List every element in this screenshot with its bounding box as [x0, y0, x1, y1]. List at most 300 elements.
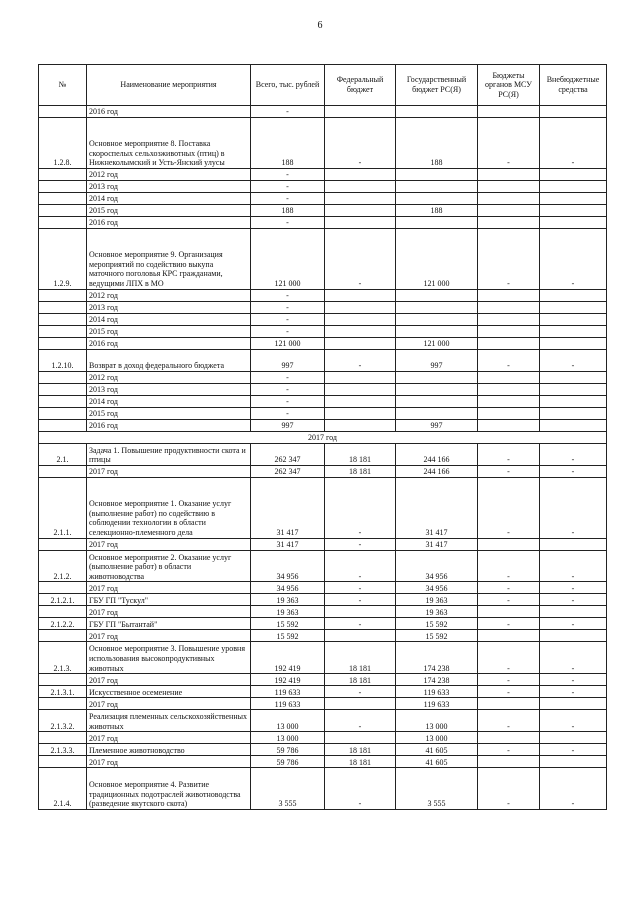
row-federal: [325, 169, 396, 181]
row-state: 244 166: [396, 465, 478, 477]
row-number: 2.1.3.: [39, 642, 87, 674]
row-state: [396, 217, 478, 229]
header-num: №: [39, 65, 87, 106]
header-name: Наименование мероприятия: [87, 65, 251, 106]
row-extra: [540, 383, 607, 395]
row-federal: [325, 337, 396, 349]
row-name: 2016 год: [87, 337, 251, 349]
row-msu: [478, 407, 540, 419]
row-name: Основное мероприятие 3. Повышение уровня использования высокопродуктивных животных: [87, 642, 251, 674]
row-state: 34 956: [396, 582, 478, 594]
row-state: 41 605: [396, 756, 478, 768]
row-total: -: [251, 395, 325, 407]
year-row: [39, 301, 607, 313]
row-extra: [540, 106, 607, 118]
row-number: 2.1.: [39, 443, 87, 465]
row-msu: [478, 289, 540, 301]
row-federal: -: [325, 118, 396, 169]
year-row: [39, 407, 607, 419]
row-name: ГБУ ГП "Бытантай": [87, 618, 251, 630]
row-total: 192 419: [251, 674, 325, 686]
row-extra: [540, 325, 607, 337]
row-name: Основное мероприятие 4. Развитие традиционных подотраслей животноводства (разведение якутского скота): [87, 768, 251, 809]
row-state: 15 592: [396, 618, 478, 630]
row-extra: [540, 732, 607, 744]
year-row: [39, 313, 607, 325]
year-row: [39, 169, 607, 181]
row-msu: [478, 325, 540, 337]
header-state: Государственный бюджет РС(Я): [396, 65, 478, 106]
row-msu: [478, 698, 540, 710]
row-number: 1.2.10.: [39, 349, 87, 371]
row-msu: [478, 395, 540, 407]
row-number: [39, 538, 87, 550]
row-state: 174 238: [396, 642, 478, 674]
row-total: 13 000: [251, 732, 325, 744]
table-row: [39, 550, 607, 582]
row-number: [39, 313, 87, 325]
row-total: 31 417: [251, 477, 325, 538]
row-total: 19 363: [251, 594, 325, 606]
row-number: [39, 630, 87, 642]
row-name: 2016 год: [87, 106, 251, 118]
row-msu: -: [478, 618, 540, 630]
row-extra: [540, 301, 607, 313]
row-msu: [478, 301, 540, 313]
row-state: [396, 301, 478, 313]
row-federal: [325, 181, 396, 193]
row-state: [396, 106, 478, 118]
row-federal: -: [325, 594, 396, 606]
year-heading: 2017 год: [39, 431, 607, 443]
row-extra: [540, 313, 607, 325]
row-total: 59 786: [251, 744, 325, 756]
header-extra: Внебюджетные средства: [540, 65, 607, 106]
row-total: -: [251, 217, 325, 229]
row-extra: -: [540, 349, 607, 371]
row-extra: -: [540, 642, 607, 674]
row-extra: [540, 193, 607, 205]
row-extra: [540, 407, 607, 419]
year-row: [39, 419, 607, 431]
row-state: 31 417: [396, 477, 478, 538]
row-msu: -: [478, 686, 540, 698]
row-name: 2012 год: [87, 371, 251, 383]
row-state: 119 633: [396, 698, 478, 710]
row-federal: 18 181: [325, 674, 396, 686]
row-federal: -: [325, 538, 396, 550]
row-name: 2017 год: [87, 698, 251, 710]
row-extra: -: [540, 686, 607, 698]
row-number: [39, 407, 87, 419]
row-name: ГБУ ГП "Тускул": [87, 594, 251, 606]
row-name: Основное мероприятие 1. Оказание услуг (выполнение работ) по содействию в соблюдении технологии в области селекционно-племенного дела: [87, 477, 251, 538]
row-extra: -: [540, 618, 607, 630]
row-extra: [540, 217, 607, 229]
row-total: 121 000: [251, 229, 325, 290]
row-total: -: [251, 169, 325, 181]
row-total: 3 555: [251, 768, 325, 809]
row-total: -: [251, 181, 325, 193]
row-total: 19 363: [251, 606, 325, 618]
row-extra: [540, 606, 607, 618]
row-msu: [478, 106, 540, 118]
table-row: [39, 710, 607, 732]
row-federal: [325, 395, 396, 407]
row-extra: -: [540, 582, 607, 594]
row-name: 2015 год: [87, 325, 251, 337]
year-row: [39, 337, 607, 349]
row-name: Основное мероприятие 9. Организация мероприятий по содействию выкупа маточного поголовья КРС гражданами, ведущими ЛПХ в МО: [87, 229, 251, 290]
header-msu: Бюджеты органов МСУ РС(Я): [478, 65, 540, 106]
row-total: 188: [251, 205, 325, 217]
row-msu: -: [478, 710, 540, 732]
row-msu: -: [478, 768, 540, 809]
row-number: [39, 205, 87, 217]
row-state: 997: [396, 419, 478, 431]
row-federal: [325, 193, 396, 205]
row-number: [39, 371, 87, 383]
row-extra: [540, 395, 607, 407]
row-state: 19 363: [396, 594, 478, 606]
row-federal: [325, 301, 396, 313]
row-msu: -: [478, 744, 540, 756]
row-msu: -: [478, 642, 540, 674]
row-federal: 18 181: [325, 642, 396, 674]
row-number: [39, 106, 87, 118]
table-row: [39, 594, 607, 606]
year-row: [39, 289, 607, 301]
row-federal: -: [325, 582, 396, 594]
row-federal: -: [325, 686, 396, 698]
row-state: 19 363: [396, 606, 478, 618]
row-name: 2016 год: [87, 419, 251, 431]
row-name: 2012 год: [87, 289, 251, 301]
row-extra: -: [540, 477, 607, 538]
header-total: Всего, тыс. рублей: [251, 65, 325, 106]
row-state: 188: [396, 205, 478, 217]
row-federal: [325, 698, 396, 710]
row-state: [396, 383, 478, 395]
row-number: [39, 395, 87, 407]
row-name: 2014 год: [87, 395, 251, 407]
row-extra: -: [540, 768, 607, 809]
row-msu: [478, 217, 540, 229]
row-federal: -: [325, 550, 396, 582]
year-row: [39, 106, 607, 118]
row-name: Основное мероприятие 2. Оказание услуг (выполнение работ) в области животноводства: [87, 550, 251, 582]
year-row: [39, 383, 607, 395]
row-name: 2017 год: [87, 630, 251, 642]
row-total: -: [251, 301, 325, 313]
row-federal: [325, 325, 396, 337]
header-federal: Федеральный бюджет: [325, 65, 396, 106]
row-federal: [325, 371, 396, 383]
row-number: 2.1.2.1.: [39, 594, 87, 606]
row-total: 121 000: [251, 337, 325, 349]
row-extra: [540, 698, 607, 710]
year-row: [39, 630, 607, 642]
row-number: [39, 169, 87, 181]
row-number: [39, 217, 87, 229]
row-total: 13 000: [251, 710, 325, 732]
page-number: 6: [317, 20, 323, 31]
row-msu: [478, 181, 540, 193]
row-total: -: [251, 313, 325, 325]
row-name: 2017 год: [87, 465, 251, 477]
row-number: 2.1.2.2.: [39, 618, 87, 630]
table-row: [39, 349, 607, 371]
row-federal: 18 181: [325, 756, 396, 768]
row-extra: [540, 756, 607, 768]
row-name: Основное мероприятие 8. Поставка скороспелых сельхозживотных (птиц) в Нижнеколымский и Усть-Янский улусы: [87, 118, 251, 169]
budget-table: [38, 64, 607, 810]
row-msu: [478, 313, 540, 325]
table-body: [39, 106, 607, 810]
row-federal: [325, 217, 396, 229]
row-number: 1.2.8.: [39, 118, 87, 169]
row-name: Задача 1. Повышение продуктивности скота и птицы: [87, 443, 251, 465]
row-msu: [478, 756, 540, 768]
row-total: 262 347: [251, 465, 325, 477]
row-name: 2017 год: [87, 582, 251, 594]
row-federal: [325, 313, 396, 325]
row-number: 2.1.4.: [39, 768, 87, 809]
row-name: 2014 год: [87, 313, 251, 325]
row-name: 2017 год: [87, 732, 251, 744]
row-msu: -: [478, 465, 540, 477]
row-msu: [478, 630, 540, 642]
year-row: [39, 465, 607, 477]
table-row: [39, 686, 607, 698]
row-extra: [540, 169, 607, 181]
row-msu: -: [478, 582, 540, 594]
row-msu: [478, 337, 540, 349]
row-total: -: [251, 193, 325, 205]
row-extra: [540, 205, 607, 217]
row-number: [39, 756, 87, 768]
row-number: 2.1.3.1.: [39, 686, 87, 698]
row-number: 2.1.2.: [39, 550, 87, 582]
row-number: [39, 419, 87, 431]
row-state: 34 956: [396, 550, 478, 582]
table-header-row: [39, 65, 607, 106]
row-federal: [325, 383, 396, 395]
row-msu: [478, 538, 540, 550]
row-federal: -: [325, 349, 396, 371]
row-number: [39, 383, 87, 395]
row-total: 15 592: [251, 630, 325, 642]
year-heading-row: [39, 431, 607, 443]
row-federal: -: [325, 768, 396, 809]
row-name: 2012 год: [87, 169, 251, 181]
table-row: [39, 443, 607, 465]
row-msu: [478, 732, 540, 744]
row-name: Племенное животноводство: [87, 744, 251, 756]
row-number: [39, 181, 87, 193]
row-extra: -: [540, 229, 607, 290]
row-msu: -: [478, 674, 540, 686]
row-msu: -: [478, 443, 540, 465]
row-extra: -: [540, 465, 607, 477]
row-total: 34 956: [251, 550, 325, 582]
row-state: 15 592: [396, 630, 478, 642]
year-row: [39, 217, 607, 229]
row-extra: [540, 337, 607, 349]
row-total: -: [251, 371, 325, 383]
row-msu: -: [478, 550, 540, 582]
row-state: 3 555: [396, 768, 478, 809]
row-federal: -: [325, 477, 396, 538]
row-extra: -: [540, 744, 607, 756]
year-row: [39, 193, 607, 205]
row-name: 2017 год: [87, 674, 251, 686]
year-row: [39, 756, 607, 768]
row-total: 262 347: [251, 443, 325, 465]
row-total: 997: [251, 349, 325, 371]
row-name: 2013 год: [87, 181, 251, 193]
row-name: 2014 год: [87, 193, 251, 205]
row-federal: -: [325, 618, 396, 630]
row-state: 31 417: [396, 538, 478, 550]
table-row: [39, 118, 607, 169]
row-state: [396, 181, 478, 193]
row-extra: [540, 289, 607, 301]
row-msu: -: [478, 594, 540, 606]
row-federal: [325, 205, 396, 217]
row-federal: -: [325, 710, 396, 732]
row-name: 2013 год: [87, 301, 251, 313]
row-state: 997: [396, 349, 478, 371]
row-number: 2.1.3.3.: [39, 744, 87, 756]
row-name: 2017 год: [87, 606, 251, 618]
row-number: 1.2.9.: [39, 229, 87, 290]
row-total: -: [251, 407, 325, 419]
row-total: -: [251, 106, 325, 118]
table-row: [39, 768, 607, 809]
row-extra: -: [540, 550, 607, 582]
row-total: 31 417: [251, 538, 325, 550]
year-row: [39, 395, 607, 407]
year-row: [39, 205, 607, 217]
row-name: 2016 год: [87, 217, 251, 229]
row-number: [39, 606, 87, 618]
row-number: 2.1.1.: [39, 477, 87, 538]
row-total: 34 956: [251, 582, 325, 594]
row-state: 121 000: [396, 229, 478, 290]
row-federal: 18 181: [325, 443, 396, 465]
row-number: [39, 289, 87, 301]
row-extra: [540, 181, 607, 193]
year-row: [39, 538, 607, 550]
row-number: [39, 337, 87, 349]
row-total: -: [251, 289, 325, 301]
row-state: [396, 371, 478, 383]
row-total: -: [251, 325, 325, 337]
row-msu: [478, 193, 540, 205]
row-state: 121 000: [396, 337, 478, 349]
row-extra: -: [540, 443, 607, 465]
row-state: [396, 313, 478, 325]
row-msu: [478, 169, 540, 181]
row-total: 192 419: [251, 642, 325, 674]
row-total: 997: [251, 419, 325, 431]
row-state: 41 605: [396, 744, 478, 756]
row-total: 119 633: [251, 686, 325, 698]
row-number: [39, 698, 87, 710]
row-extra: -: [540, 118, 607, 169]
row-state: 13 000: [396, 732, 478, 744]
row-state: 244 166: [396, 443, 478, 465]
row-name: Реализация племенных сельскохозяйственных животных: [87, 710, 251, 732]
row-msu: [478, 371, 540, 383]
year-row: [39, 698, 607, 710]
row-extra: [540, 538, 607, 550]
row-federal: [325, 419, 396, 431]
row-msu: [478, 205, 540, 217]
row-federal: [325, 732, 396, 744]
row-extra: [540, 630, 607, 642]
row-federal: 18 181: [325, 465, 396, 477]
year-row: [39, 606, 607, 618]
row-state: [396, 193, 478, 205]
row-name: 2017 год: [87, 756, 251, 768]
table-row: [39, 229, 607, 290]
row-state: 13 000: [396, 710, 478, 732]
row-msu: -: [478, 477, 540, 538]
year-row: [39, 732, 607, 744]
row-number: [39, 301, 87, 313]
row-total: -: [251, 383, 325, 395]
row-state: [396, 395, 478, 407]
row-number: [39, 325, 87, 337]
year-row: [39, 181, 607, 193]
row-number: 2.1.3.2.: [39, 710, 87, 732]
row-number: [39, 465, 87, 477]
table-row: [39, 477, 607, 538]
row-name: Возврат в доход федерального бюджета: [87, 349, 251, 371]
row-number: [39, 193, 87, 205]
row-extra: -: [540, 594, 607, 606]
row-federal: -: [325, 229, 396, 290]
row-state: [396, 325, 478, 337]
row-extra: -: [540, 710, 607, 732]
row-msu: [478, 383, 540, 395]
row-msu: [478, 606, 540, 618]
row-total: 59 786: [251, 756, 325, 768]
row-name: Искусственное осеменение: [87, 686, 251, 698]
table-row: [39, 618, 607, 630]
row-name: 2015 год: [87, 205, 251, 217]
row-state: [396, 169, 478, 181]
row-total: 188: [251, 118, 325, 169]
year-row: [39, 371, 607, 383]
row-federal: [325, 606, 396, 618]
row-name: 2017 год: [87, 538, 251, 550]
row-state: 119 633: [396, 686, 478, 698]
row-msu: -: [478, 229, 540, 290]
row-federal: [325, 630, 396, 642]
row-extra: [540, 419, 607, 431]
row-state: 188: [396, 118, 478, 169]
row-extra: -: [540, 674, 607, 686]
row-number: [39, 732, 87, 744]
row-state: 174 238: [396, 674, 478, 686]
row-name: 2015 год: [87, 407, 251, 419]
row-federal: 18 181: [325, 744, 396, 756]
row-total: 15 592: [251, 618, 325, 630]
year-row: [39, 325, 607, 337]
